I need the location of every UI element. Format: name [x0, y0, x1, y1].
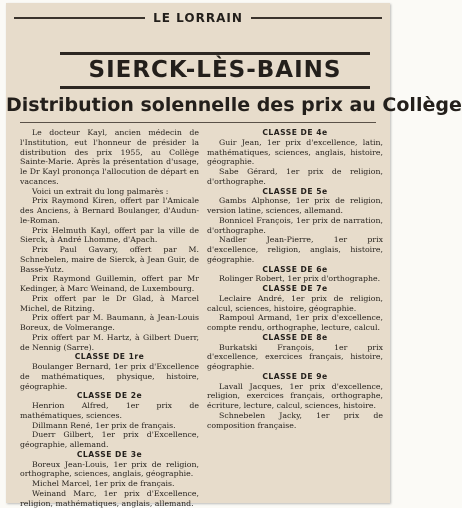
paragraph: Henrion Alfred, 1er prix de mathématiques, sciences.	[20, 401, 199, 420]
section-header	[6, 8, 390, 28]
newspaper-clipping	[6, 3, 462, 508]
paragraph: Guir Jean, 1er prix d'excellence, latin, mathématiques, sciences, anglais, histoire, géographie.	[207, 137, 383, 167]
paragraph: Schnebelen Jacky, 1er prix de composition française.	[207, 410, 383, 430]
town-title: SIERCK-LÈS-BAINS	[60, 52, 370, 89]
paragraph: Leclaire André, 1er prix de religion, calcul, sciences, histoire, géographie.	[207, 293, 383, 313]
section-rule-left	[14, 17, 145, 19]
paragraph: Prix Paul Gavary, offert par M. Schnebelen, maire de Sierck, à Jean Guir, de Basse-Yutz.	[20, 245, 199, 274]
paragraph: Dillmann René, 1er prix de français.	[32, 420, 176, 430]
paragraph: Prix offert par M. Baumann, à Jean-Louis Boreux, de Volmerange.	[20, 313, 199, 332]
class-heading: CLASSE DE 3e	[76, 449, 143, 459]
class-heading: CLASSE DE 2e	[76, 391, 143, 401]
paragraph: Duerr Gilbert, 1er prix d'Excellence, géographie, allemand.	[20, 430, 199, 449]
paragraph: Bonnicel François, 1er prix de narration, d'orthographe.	[207, 215, 383, 235]
paragraph: Le docteur Kayl, ancien médecin de l'Institution, eut l'honneur de présider la distribution des prix 1955, au Collège Sainte-Marie. Après la présentation d'usage, le Dr Kayl prononça l'allocution de départ en vacances.	[20, 128, 199, 186]
paragraph: Rampoul Armand, 1er prix d'excellence, compte rendu, orthographe, lecture, calcul.	[207, 313, 383, 332]
paragraph: Boreux Jean-Louis, 1er prix de religion, orthographe, sciences, anglais, géographie.	[20, 459, 199, 479]
class-heading: CLASSE DE 6e	[262, 264, 328, 274]
class-heading: CLASSE DE 1re	[74, 352, 145, 362]
paragraph: Rolinger Robert, 1er prix d'orthographe.	[219, 274, 381, 284]
headline: Distribution solennelle des prix au Collège	[6, 94, 462, 116]
paragraph: Boulanger Bernard, 1er prix d'Excellence de mathématiques, physique, histoire, géographie.	[20, 362, 199, 391]
paragraph: Nadler Jean-Pierre, 1er prix d'excellence, religion, anglais, histoire, géographie.	[207, 235, 383, 264]
article-column-left	[20, 128, 199, 508]
paragraph: Prix offert par le Dr Glad, à Marcel Michel, de Ritzing.	[20, 293, 199, 313]
paragraph: Prix offert par M. Hartz, à Gilbert Duerr, de Nennig (Sarre).	[20, 332, 199, 352]
paragraph: Gambs Alphonse, 1er prix de religion, version latine, sciences, allemand.	[207, 196, 383, 215]
paragraph: Prix Raymond Guillemin, offert par Mr Kedinger, à Marc Weinand, de Luxembourg.	[20, 274, 199, 293]
section-rule-right	[251, 17, 382, 19]
class-heading: CLASSE DE 4e	[262, 128, 328, 137]
article-column-right	[207, 128, 383, 430]
paragraph: Prix Helmuth Kayl, offert par la ville de Sierck, à André Lhomme, d'Apach.	[20, 225, 199, 245]
paragraph: Sabe Gérard, 1er prix de religion, d'orthographe.	[207, 167, 383, 186]
paragraph: Prix Raymond Kiren, offert par l'Amicale des Anciens, à Bernard Boulanger, d'Audun-le-Roman.	[20, 196, 199, 225]
class-heading: CLASSE DE 5e	[262, 186, 328, 196]
paragraph: Burkatski François, 1er prix d'excellence, exercices français, histoire, géographie.	[207, 342, 383, 371]
paragraph: Voici un extrait du long palmarès :	[32, 186, 169, 196]
section-name: LE LORRAIN	[153, 11, 243, 25]
class-heading: CLASSE DE 7e	[262, 284, 328, 293]
paragraph: Lavall Jacques, 1er prix d'excellence, religion, exercices français, orthographe, écriture, lecture, calcul, sciences, histoire.	[207, 381, 383, 410]
paragraph: Michel Marcel, 1er prix de français.	[32, 479, 175, 488]
class-heading: CLASSE DE 8e	[262, 332, 328, 342]
class-heading: CLASSE DE 9e	[262, 371, 328, 381]
paragraph: Weinand Marc, 1er prix d'Excellence, religion, mathématiques, anglais, allemand.	[20, 488, 199, 508]
headline-rule	[20, 122, 376, 123]
